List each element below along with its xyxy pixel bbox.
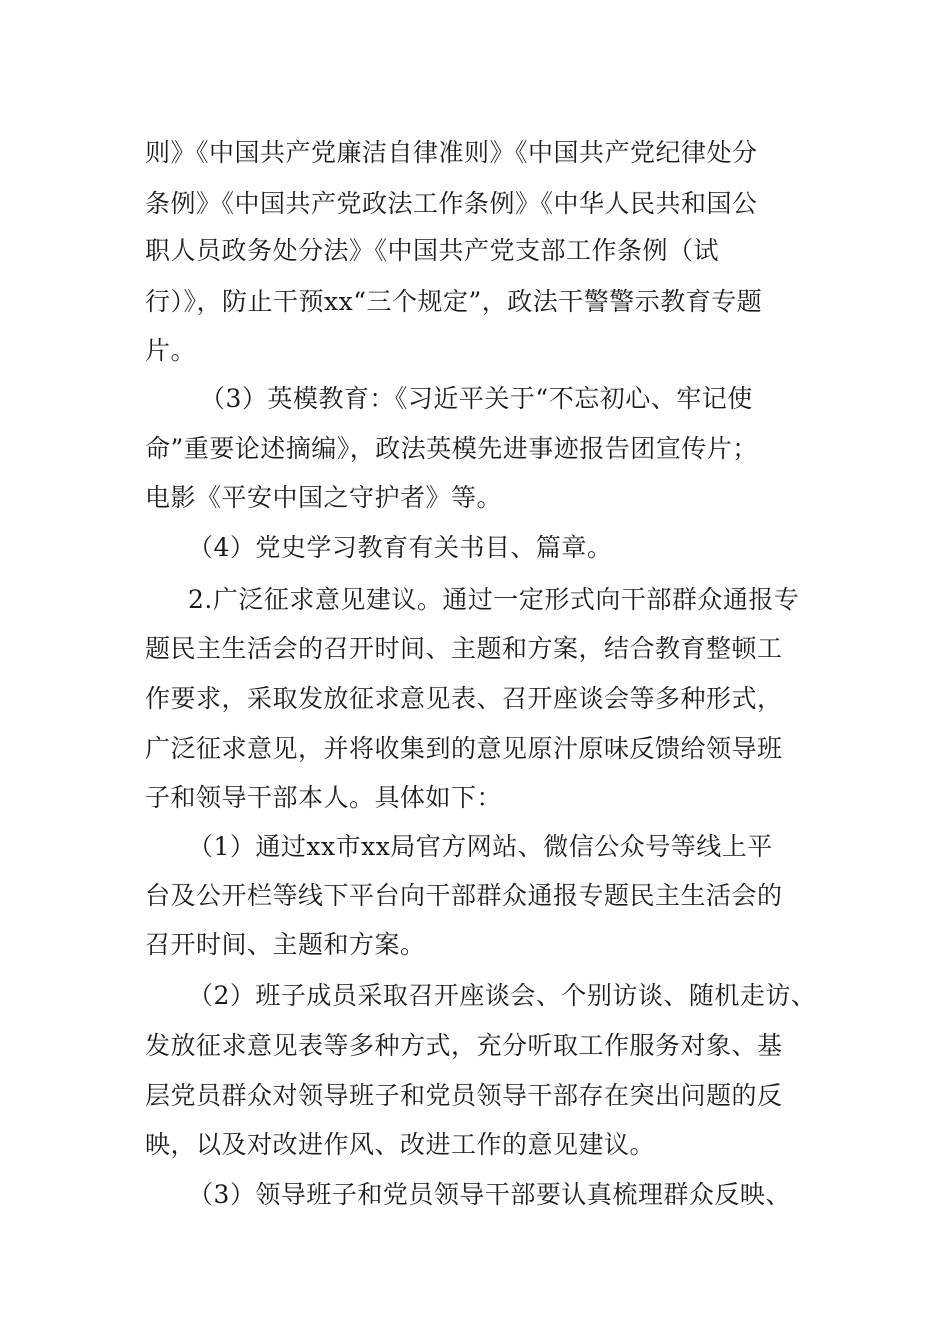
text-line: 广泛征求意见，并将收集到的意见原汁原味反馈给领导班 (145, 734, 783, 763)
paragraph-start-line: （3）英模教育：《习近平关于“不忘初心、牢记使 (200, 384, 753, 413)
text-line: 映，以及对改进作风、改进工作的意见建议。 (145, 1130, 656, 1159)
text-line: 职人员政务处分法》《中国共产党支部工作条例（试 (145, 236, 720, 265)
text-line: 子和领导干部本人。具体如下： (145, 783, 503, 812)
paragraph-start-line: （2）班子成员采取召开座谈会、个别访谈、随机走访、 (188, 981, 817, 1010)
text-line: 题民主生活会的召开时间、主题和方案，结合教育整顿工 (145, 634, 783, 663)
text-line: 召开时间、主题和方案。 (145, 930, 426, 959)
text-line: 行）》，防止干预xx“三个规定”，政法干警警示教育专题 (145, 287, 763, 316)
text-line: 则》《中国共产党廉洁自律准则》《中国共产党纪律处分 (145, 138, 758, 167)
text-line: 台及公开栏等线下平台向干部群众通报专题民主生活会的 (145, 881, 783, 910)
text-line: 发放征求意见表等多种方式，充分听取工作服务对象、基 (145, 1031, 783, 1060)
text-line: 电影《平安中国之守护者》等。 (145, 483, 503, 512)
paragraph-start-line: （1）通过xx市xx局官方网站、微信公众号等线上平 (188, 832, 773, 861)
text-line: 命”重要论述摘编》，政法英模先进事迹报告团宣传片； (145, 434, 758, 463)
paragraph-start-line: （3）领导班子和党员领导干部要认真梳理群众反映、 (188, 1180, 791, 1209)
section-heading-line: 2.广泛征求意见建议。通过一定形式向干部群众通报专 (188, 585, 800, 614)
text-line: 条例》《中国共产党政法工作条例》《中华人民共和国公 (145, 189, 758, 218)
text-line: 片。 (145, 336, 197, 365)
paragraph-start-line: （4）党史学习教育有关书目、篇章。 (188, 533, 613, 562)
text-line: 作要求，采取发放征求意见表、召开座谈会等多种形式， (145, 684, 783, 713)
text-line: 层党员群众对领导班子和党员领导干部存在突出问题的反 (145, 1081, 783, 1110)
